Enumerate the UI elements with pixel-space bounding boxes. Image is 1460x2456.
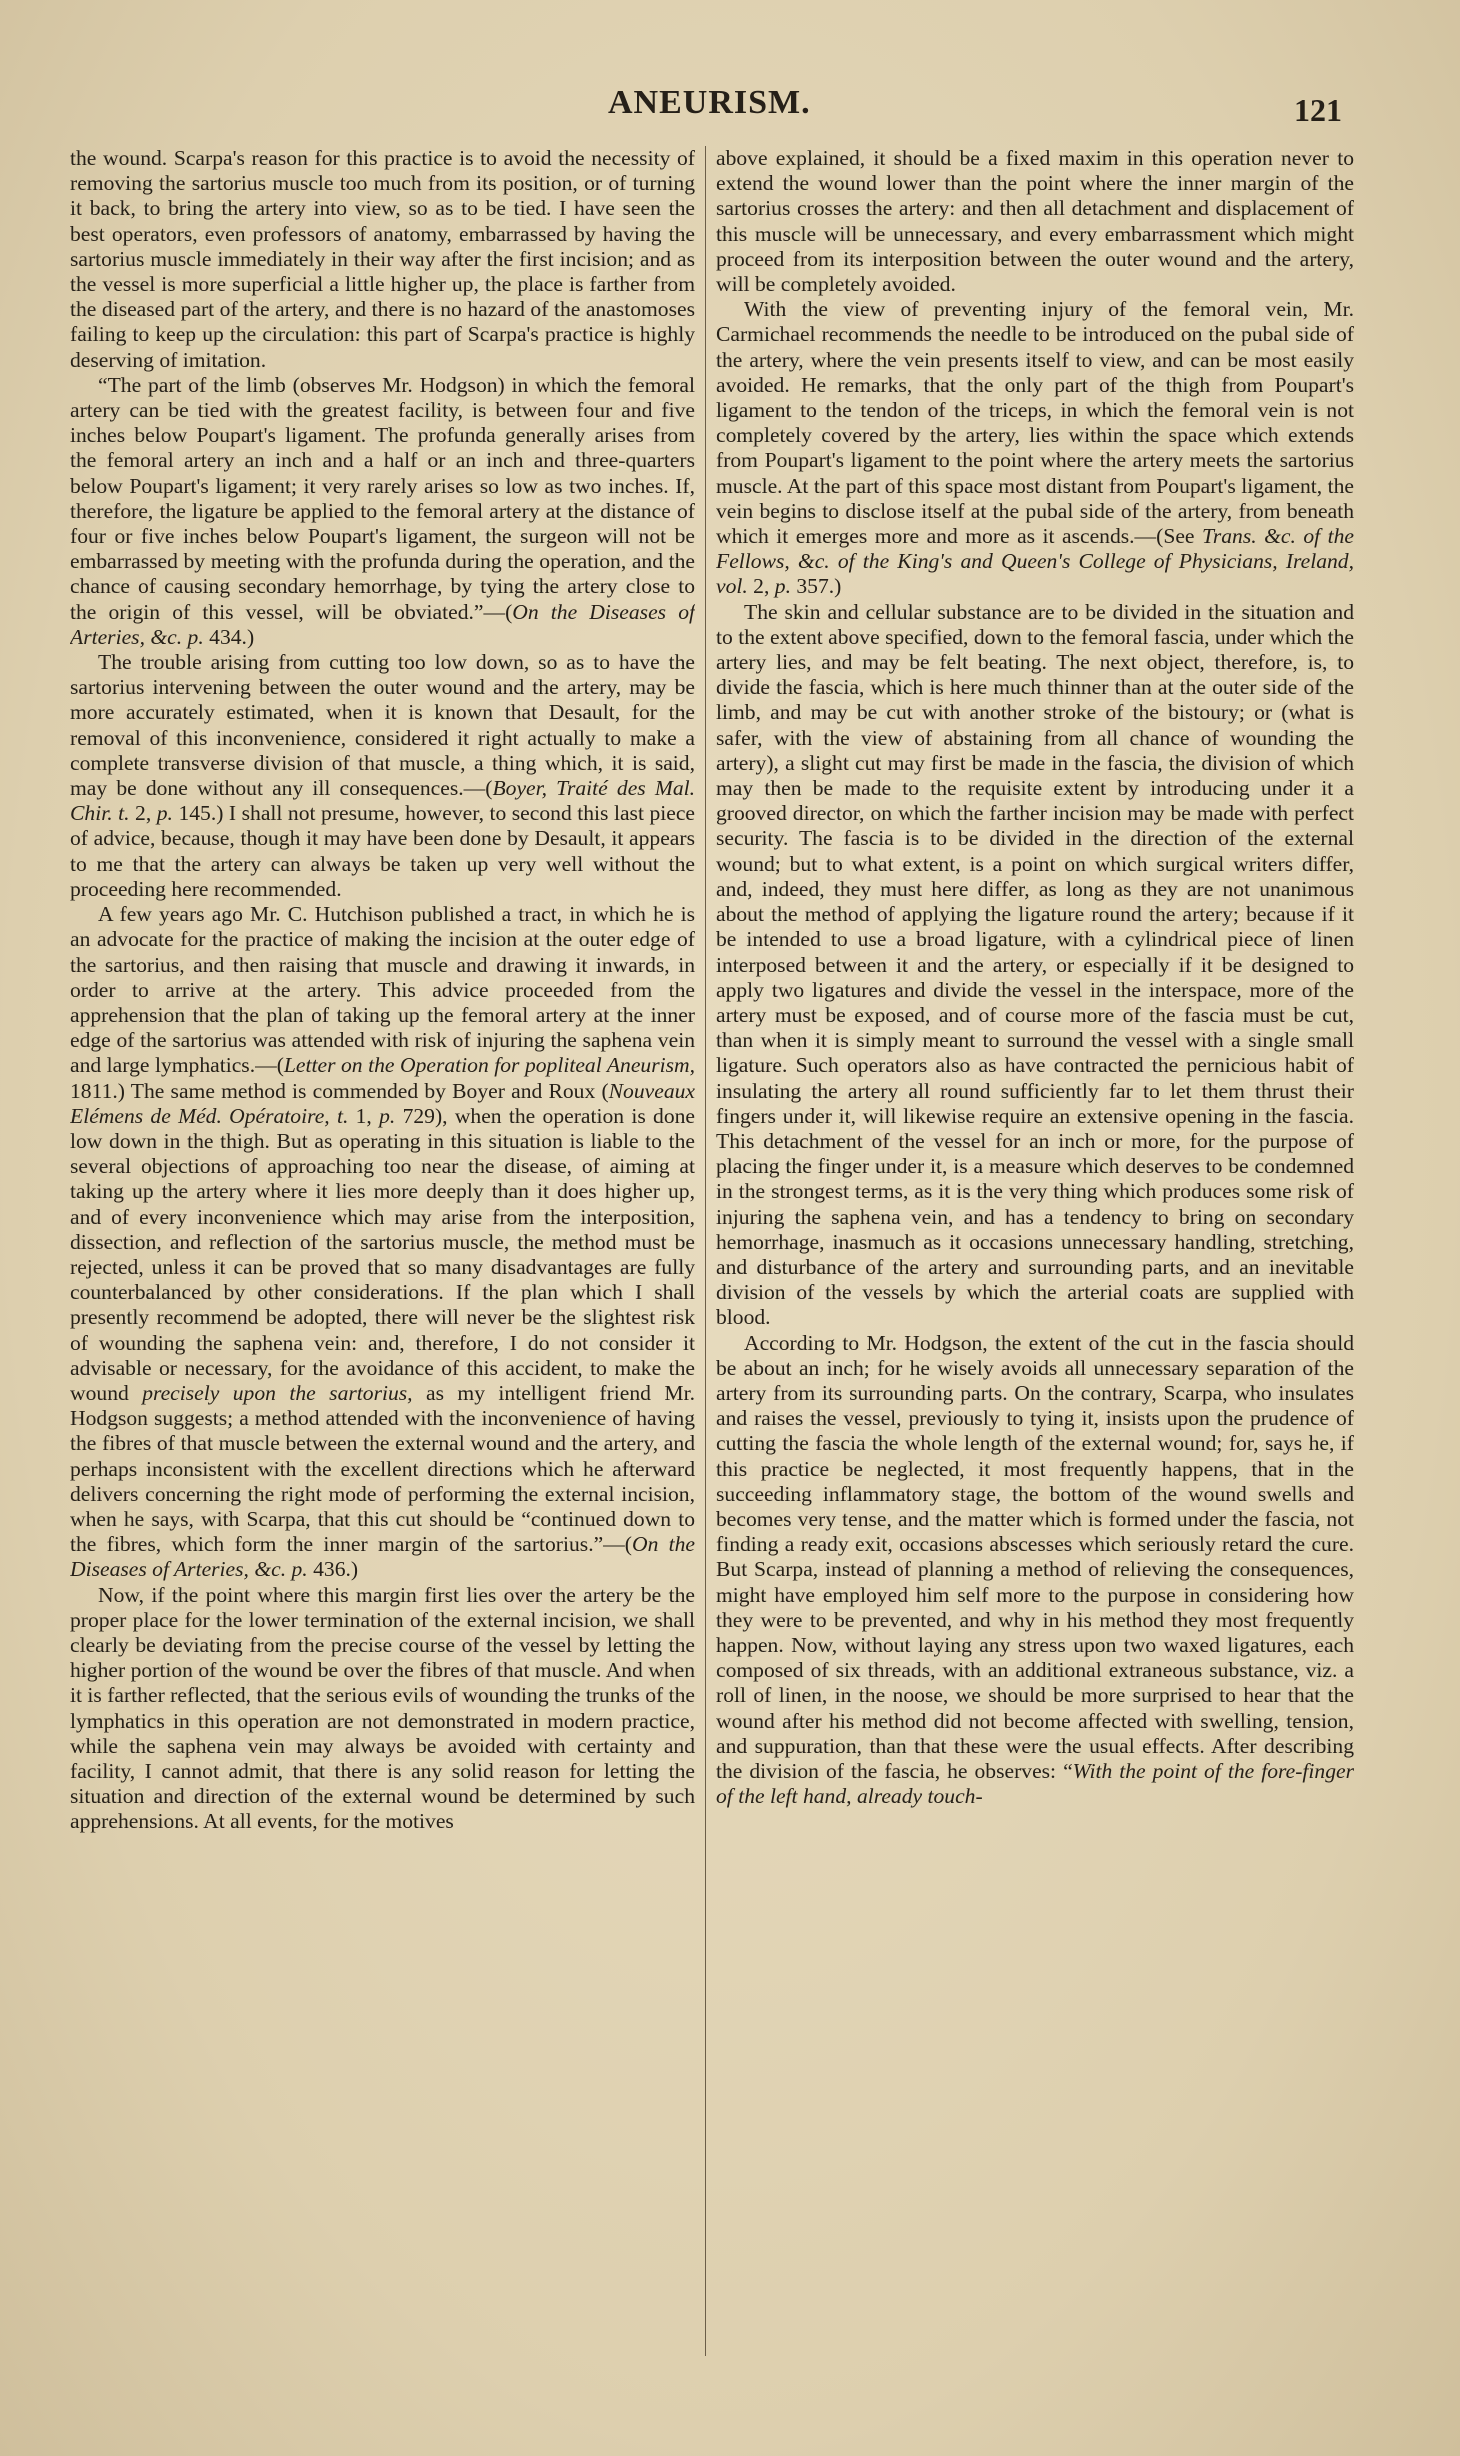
italic-citation: On the Diseases of Arteries, &c. p.: [70, 1532, 695, 1582]
paragraph: [70, 650, 695, 902]
text-run: 1811.) The same method is commended by Boyer and Roux (: [70, 1078, 609, 1103]
text-run: The skin and cellular substance are to be divided in the situation and to the extent above specified, down to the femoral fascia, under which the artery lies, and may be felt beating. The next object, therefore, is, to divide the fascia, which is here much thinner than at the outer side of the limb, and may be cut with another stroke of the bistoury; or (what is safer, with the view of abstaining from all chance of wounding the artery), a slight cut may first be made in the fascia, the division of which may then be made to the requisite extent by introducing under it a grooved director, on which the farther incision may be made with perfect security. The fascia is to be divided in the direction of the external wound; but to what extent, is a point on which surgical writers differ, and, indeed, they must here differ, as long as they are not unanimous about the method of applying the ligature round the artery; because if it be intended to use a broad ligature, with a cylindrical piece of linen interposed between it and the artery, or especially if it be designed to apply two ligatures and divide the vessel in the interspace, more of the artery must be exposed, and of course more of the fascia must be cut, than when it is simply meant to surround the vessel with a single small ligature. Such operators also as have contracted the pernicious habit of insulating the artery all round sufficiently far to let them thrust their fingers under it, will likewise require an extensive opening in the fascia. This detachment of the vessel for an inch or more, for the purpose of placing the finger under it, is a measure which deserves to be condemned in the strongest terms, as it is the very thing which produces some risk of injuring the saphena vein, and has a tendency to bring on secondary hemorrhage, inasmuch as it occasions unnecessary handling, stretching, and disturbance of the artery and surrounding parts, and an inevitable division of the vessels by which the arterial coats are supplied with blood.: [716, 599, 1354, 1330]
text-run: The trouble arising from cutting too low down, so as to have the sartorius intervening between the outer wound and the artery, may be more accurately estimated, when it is known that Desault, for the removal of this inconvenience, considered it right actually to make a complete transverse division of that muscle, a thing which, it is said, may be done without any ill consequences.—(: [70, 650, 695, 801]
paragraph: [716, 1331, 1354, 1810]
right-column: [716, 146, 1354, 2366]
italic-citation: Trans. &c. of the Fellows, &c. of the King's and Queen's College of Physicians, Ireland, vol.: [716, 524, 1354, 599]
left-column: [70, 146, 695, 2366]
text-run: the wound. Scarpa's reason for this practice is to avoid the necessity of removing the sartorius muscle too much from its position, or of turning it back, to bring the artery into view, so as to be tied. I have seen the best operators, even professors of anatomy, embarrassed by having the sartorius muscle immediately in their way after the first incision; and as the vessel is more superficial a little higher up, the place is farther from the diseased part of the artery, and there is no hazard of the anastomoses failing to keep up the circulation: this part of Scarpa's practice is highly deserving of imitation.: [70, 146, 695, 372]
italic-citation: precisely upon the sartorius,: [142, 1380, 413, 1405]
italic-citation: p.: [156, 801, 173, 826]
page-number: 121: [1294, 92, 1342, 128]
paragraph: [716, 600, 1354, 1331]
paragraph: [70, 146, 695, 373]
paragraph: [716, 146, 1354, 297]
italic-citation: Letter on the Operation for popliteal Aneurism,: [283, 1053, 695, 1078]
text-run: A few years ago Mr. C. Hutchison published a tract, in which he is an advocate for the practice of making the incision at the outer edge of the sartorius, and then raising that muscle and drawing it inwards, in order to arrive at the artery. This advice proceeded from the apprehension that the plan of taking up the femoral artery at the inner edge of the sartorius was attended with risk of injuring the saphena vein and large lymphatics.—(: [70, 902, 695, 1078]
text-run: 436.): [307, 1557, 359, 1582]
text-run: With the view of preventing injury of the femoral vein, Mr. Carmichael recommends the needle to be introduced on the pubal side of the artery, where the vein presents itself to view, and can be most easily avoided. He remarks, that the only part of the thigh from Poupart's ligament to the tendon of the triceps, in which the femoral vein is not completely covered by the artery, lies within the space which extends from Poupart's ligament to the point where the artery meets the sartorius muscle. At the part of this space most distant from Poupart's ligament, the vein begins to disclose itself at the pubal side of the artery, from beneath which it emerges more and more as it ascends.—(See: [716, 297, 1354, 549]
page-header: [0, 74, 1460, 134]
text-run: 1,: [348, 1103, 380, 1128]
italic-citation: On the Diseases of Arteries, &c. p.: [70, 599, 695, 649]
italic-citation: Boyer, Traité des Mal. Chir. t.: [70, 776, 695, 826]
paragraph: [70, 1583, 695, 1835]
italic-citation: p.: [379, 1103, 396, 1128]
italic-citation: Nouveaux Elémens de Méd. Opératoire, t.: [70, 1078, 695, 1128]
text-run: 2,: [747, 574, 775, 599]
text-run: Now, if the point where this margin first lies over the artery be the proper place for the lower termination of the external incision, we shall clearly be deviating from the precise course of the vessel by letting the higher portion of the wound be over the fibres of that muscle. And when it is farther reflected, that the serious evils of wounding the trunks of the lymphatics in this operation are not demonstrated in modern practice, while the saphena vein may always be avoided with certainty and facility, I cannot admit, that there is any solid reason for letting the situation and direction of the external wound be determined by such apprehensions. At all events, for the motives: [70, 1582, 695, 1834]
column-divider: [705, 146, 706, 2356]
paragraph: [70, 373, 695, 650]
text-run: 145.) I shall not presume, however, to second this last piece of advice, because, though it may have been done by Desault, it appears to me that the artery can always be taken up very well without the proceeding here recommended.: [70, 801, 695, 901]
text-run: 2,: [129, 801, 157, 826]
text-run: 357.): [790, 574, 842, 599]
italic-citation: p.: [774, 574, 791, 599]
text-run: According to Mr. Hodgson, the extent of the cut in the fascia should be about an inch; for he wisely avoids all unnecessary separation of the artery from its surrounding parts. On the contrary, Scarpa, who insulates and raises the vessel, previously to tying it, insists upon the prudence of cutting the fascia the whole length of the external wound; for, says he, if this practice be neglected, it most frequently happens, that in the succeeding inflammatory stage, the bottom of the wound swells and becomes very tense, and the matter which is formed under the fascia, not finding a ready exit, occasions abscesses which seriously retard the cure. But Scarpa, instead of planning a method of relieving the consequences, might have employed him self more to the purpose in considering how they were to be prevented, and why in his method they most frequently happen. Now, without laying any stress upon two waxed ligatures, each composed of six threads, with an additional extraneous substance, viz. a roll of linen, in the noose, we should be more surprised to hear that the wound after his method did not become affected with swelling, tension, and suppuration, than that these were the usual effects. After describing the division of the fascia, he observes: “: [716, 1330, 1354, 1783]
text-run: “The part of the limb (observes Mr. Hodgson) in which the femoral artery can be tied with the greatest facility, is between four and five inches below Poupart's ligament. The profunda generally arises from the femoral artery an inch and a half or an inch and three-quarters below Poupart's ligament; it very rarely arises so low as two inches. If, therefore, the ligature be applied to the femoral artery at the distance of four or five inches below Poupart's ligament, the surgeon will not be embarrassed by meeting with the profunda during the operation, and the chance of causing secondary hemorrhage, by tying the artery close to the origin of this vessel, will be obviated.”—(: [70, 372, 695, 624]
text-run: as my intelligent friend Mr. Hodgson suggests; a method attended with the inconvenience of having the fibres of that muscle between the external wound and the artery, and perhaps inconsistent with the excellent directions which he afterward delivers concerning the right mode of performing the external incision, when he says, with Scarpa, that this cut should be “continued down to the fibres, which form the inner margin of the sartorius.”—(: [70, 1380, 695, 1557]
text-run: 434.): [203, 624, 255, 649]
text-run: 729), when the operation is done low down in the thigh. But as operating in this situation is liable to the several objections of approaching too near the disease, of aiming at taking up the artery where it lies more deeply than it does higher up, and of every inconvenience which may arise from the interposition, dissection, and reflection of the sartorius muscle, the method must be rejected, unless it can be proved that so many disadvantages are fully counterbalanced by other considerations. If the plan which I shall presently recommend be adopted, there will never be the slightest risk of wounding the saphena vein: and, therefore, I do not consider it advisable or necessary, for the avoidance of this accident, to make the wound: [70, 1103, 695, 1405]
italic-citation: With the point of the fore-finger of the left hand, already touch-: [716, 1759, 1354, 1809]
text-run: above explained, it should be a fixed maxim in this operation never to extend the wound lower than the point where the inner margin of the sartorius crosses the artery: and then all detachment and displacement of this muscle will be unnecessary, and every embarrassment which might proceed from its interposition between the outer wound and the artery, will be completely avoided.: [716, 146, 1354, 297]
running-head: ANEURISM.: [608, 84, 811, 121]
paragraph: [716, 297, 1354, 599]
paragraph: [70, 902, 695, 1582]
